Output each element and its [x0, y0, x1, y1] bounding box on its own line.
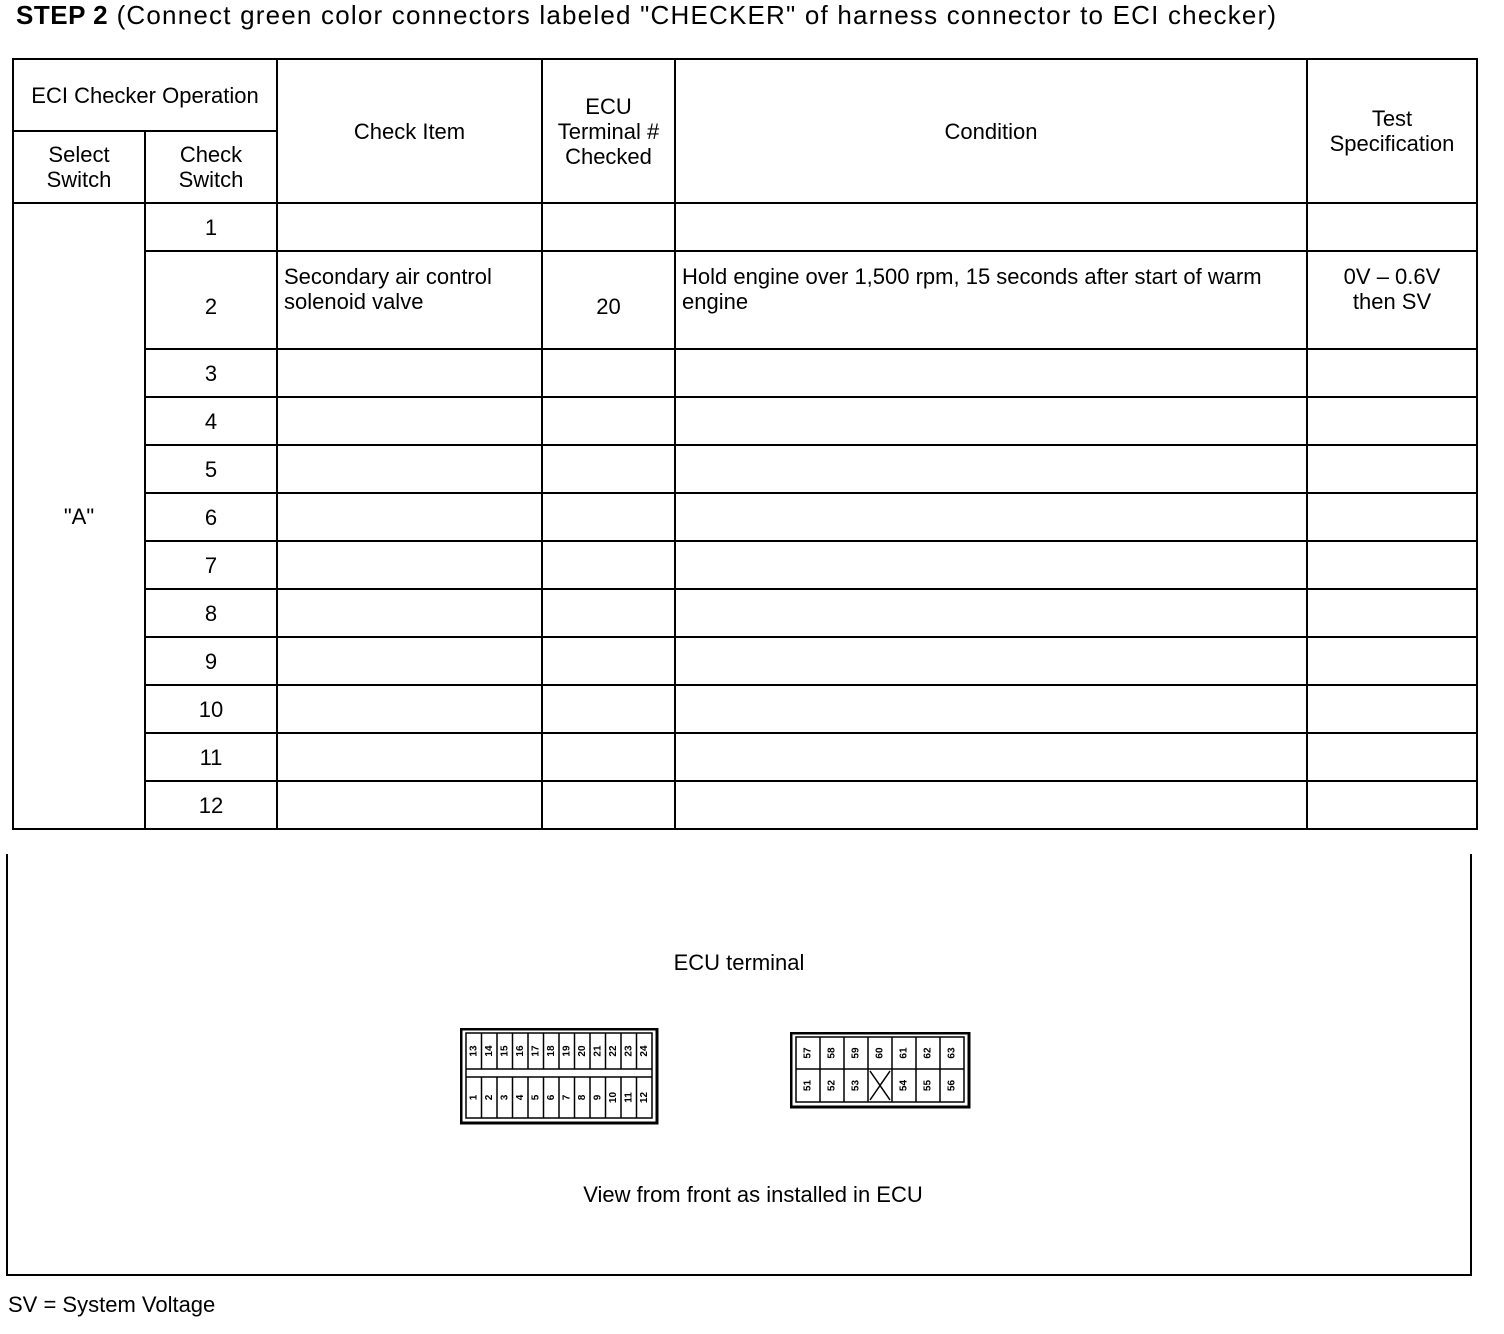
pin-number: 3: [499, 1094, 511, 1101]
terminal-cell: [542, 541, 675, 589]
terminal-cell: [542, 685, 675, 733]
pin-number: 22: [607, 1045, 619, 1057]
pin-number: 57: [802, 1047, 814, 1059]
terminal-cell: [542, 781, 675, 829]
check-switch-number: 10: [145, 685, 277, 733]
table-row: [13, 637, 1477, 685]
pin-number: 55: [922, 1079, 934, 1092]
pin-number: 59: [850, 1047, 862, 1059]
check-item-cell: Secondary air control solenoid valve: [277, 251, 542, 349]
eci-check-table: [12, 58, 1478, 830]
connector-right-bottom-pins: [803, 1069, 958, 1102]
header-ecu-terminal: ECU Terminal # Checked: [542, 59, 675, 203]
terminal-cell: [542, 589, 675, 637]
pin-number: 1: [468, 1094, 480, 1101]
pin-number: 13: [468, 1045, 480, 1057]
table-row: [13, 733, 1477, 781]
condition-cell: [675, 637, 1307, 685]
table-row: [13, 349, 1477, 397]
check-switch-number: 4: [145, 397, 277, 445]
pin-number: 20: [576, 1045, 588, 1057]
table-row: [13, 685, 1477, 733]
ecu-terminal-label: ECU terminal: [673, 950, 805, 975]
spec-cell: [1307, 733, 1477, 781]
pin-number: 11: [623, 1092, 635, 1103]
check-item-cell: [277, 397, 542, 445]
condition-cell: [675, 445, 1307, 493]
spec-text: 0V – 0.6V then SV: [1343, 264, 1441, 314]
check-item-cell: [277, 733, 542, 781]
header-select-switch: Select Switch: [13, 131, 145, 203]
footnote: SV = System Voltage: [8, 1292, 216, 1317]
condition-cell: [675, 397, 1307, 445]
condition-cell: [675, 589, 1307, 637]
step-label: STEP 2: [16, 0, 109, 30]
page-title: [16, 0, 1277, 31]
pin-number: 21: [592, 1045, 604, 1057]
pin-number: 8: [576, 1094, 588, 1101]
terminal-cell: [542, 445, 675, 493]
terminal-cell: [542, 397, 675, 445]
pin-number: 19: [561, 1045, 573, 1057]
spec-cell: [1307, 349, 1477, 397]
terminal-cell: [542, 203, 675, 251]
check-switch-number: 8: [145, 589, 277, 637]
condition-cell: [675, 203, 1307, 251]
pin-number: 56: [946, 1079, 958, 1092]
pin-number: 61: [898, 1047, 910, 1059]
pin-number: 16: [514, 1045, 526, 1057]
pin-number: 15: [499, 1045, 511, 1057]
pin-number: 60: [874, 1047, 886, 1059]
spec-cell: [1307, 445, 1477, 493]
pin-number: 53: [850, 1079, 862, 1092]
spec-cell: [1307, 203, 1477, 251]
connector-right-top-pins: [803, 1037, 958, 1069]
table-row: [13, 589, 1477, 637]
header-check-switch: Check Switch: [145, 131, 277, 203]
ecu-terminal-panel: [6, 854, 1472, 1276]
table-row: [13, 781, 1477, 829]
pin-number: 10: [607, 1091, 619, 1104]
pin-number: 58: [826, 1047, 838, 1059]
pin-number: 2: [483, 1094, 495, 1101]
pin-number: 18: [545, 1045, 557, 1057]
pin-number: 17: [530, 1045, 542, 1057]
header-eci-operation: ECI Checker Operation: [13, 59, 277, 131]
check-switch-number: 1: [145, 203, 277, 251]
header-test-spec: Test Specification: [1307, 59, 1477, 203]
check-item-cell: [277, 493, 542, 541]
check-switch-number: 9: [145, 637, 277, 685]
pin-number: 23: [623, 1045, 635, 1057]
check-switch-number: 3: [145, 349, 277, 397]
connector-left-bottom-pins: [468, 1077, 650, 1118]
condition-cell: [675, 733, 1307, 781]
check-item-cell: [277, 445, 542, 493]
step-description: (Connect green color connectors labeled "CHECKER" of harness connector to ECI checker): [116, 0, 1278, 30]
table-row: [13, 251, 1477, 349]
check-item-cell: [277, 541, 542, 589]
check-item-cell: [277, 349, 542, 397]
terminal-cell: [542, 349, 675, 397]
spec-cell: [1307, 781, 1477, 829]
table-row: [13, 445, 1477, 493]
select-switch-value: "A": [13, 203, 145, 829]
table-row: [13, 493, 1477, 541]
terminal-cell: [542, 493, 675, 541]
ecu-connector-left: [460, 1028, 660, 1126]
ecu-connector-right: [790, 1032, 972, 1110]
check-switch-number: 6: [145, 493, 277, 541]
condition-cell: [675, 493, 1307, 541]
condition-cell: Hold engine over 1,500 rpm, 15 seconds after start of warm engine: [675, 251, 1307, 349]
spec-cell: [1307, 493, 1477, 541]
pin-number: 4: [514, 1094, 526, 1101]
pin-number: 52: [826, 1079, 838, 1092]
condition-cell: [675, 781, 1307, 829]
check-item-cell: [277, 203, 542, 251]
check-switch-number: 11: [145, 733, 277, 781]
check-item-cell: [277, 781, 542, 829]
check-switch-number: 12: [145, 781, 277, 829]
table-row: [13, 203, 1477, 251]
check-item-cell: [277, 637, 542, 685]
spec-cell: [1307, 637, 1477, 685]
pin-number: 12: [638, 1091, 650, 1104]
table-row: [13, 541, 1477, 589]
check-switch-number: 2: [145, 251, 277, 349]
pin-number: 6: [545, 1094, 557, 1101]
spec-cell: [1307, 685, 1477, 733]
pin-number: 7: [561, 1094, 573, 1101]
pin-number: 62: [922, 1047, 934, 1059]
connector-left-top-pins: [468, 1033, 650, 1069]
spec-cell: [1307, 541, 1477, 589]
terminal-cell: 20: [542, 251, 675, 349]
check-item-cell: [277, 589, 542, 637]
spec-cell: [1307, 251, 1477, 349]
header-condition: Condition: [675, 59, 1307, 203]
check-switch-number: 7: [145, 541, 277, 589]
check-item-cell: [277, 685, 542, 733]
table-row: [13, 397, 1477, 445]
terminal-cell: [542, 733, 675, 781]
condition-cell: [675, 685, 1307, 733]
pin-number: 54: [898, 1079, 910, 1092]
pin-number: 51: [802, 1079, 814, 1092]
pin-number: 14: [483, 1045, 495, 1057]
condition-cell: [675, 541, 1307, 589]
view-caption: View from front as installed in ECU: [583, 1182, 923, 1207]
header-check-item: Check Item: [277, 59, 542, 203]
terminal-cell: [542, 637, 675, 685]
check-switch-number: 5: [145, 445, 277, 493]
pin-number: 5: [530, 1094, 542, 1101]
spec-cell: [1307, 397, 1477, 445]
pin-number: 24: [638, 1045, 650, 1057]
spec-cell: [1307, 589, 1477, 637]
condition-cell: [675, 349, 1307, 397]
pin-number: 63: [946, 1047, 958, 1059]
pin-number: 9: [592, 1094, 604, 1101]
